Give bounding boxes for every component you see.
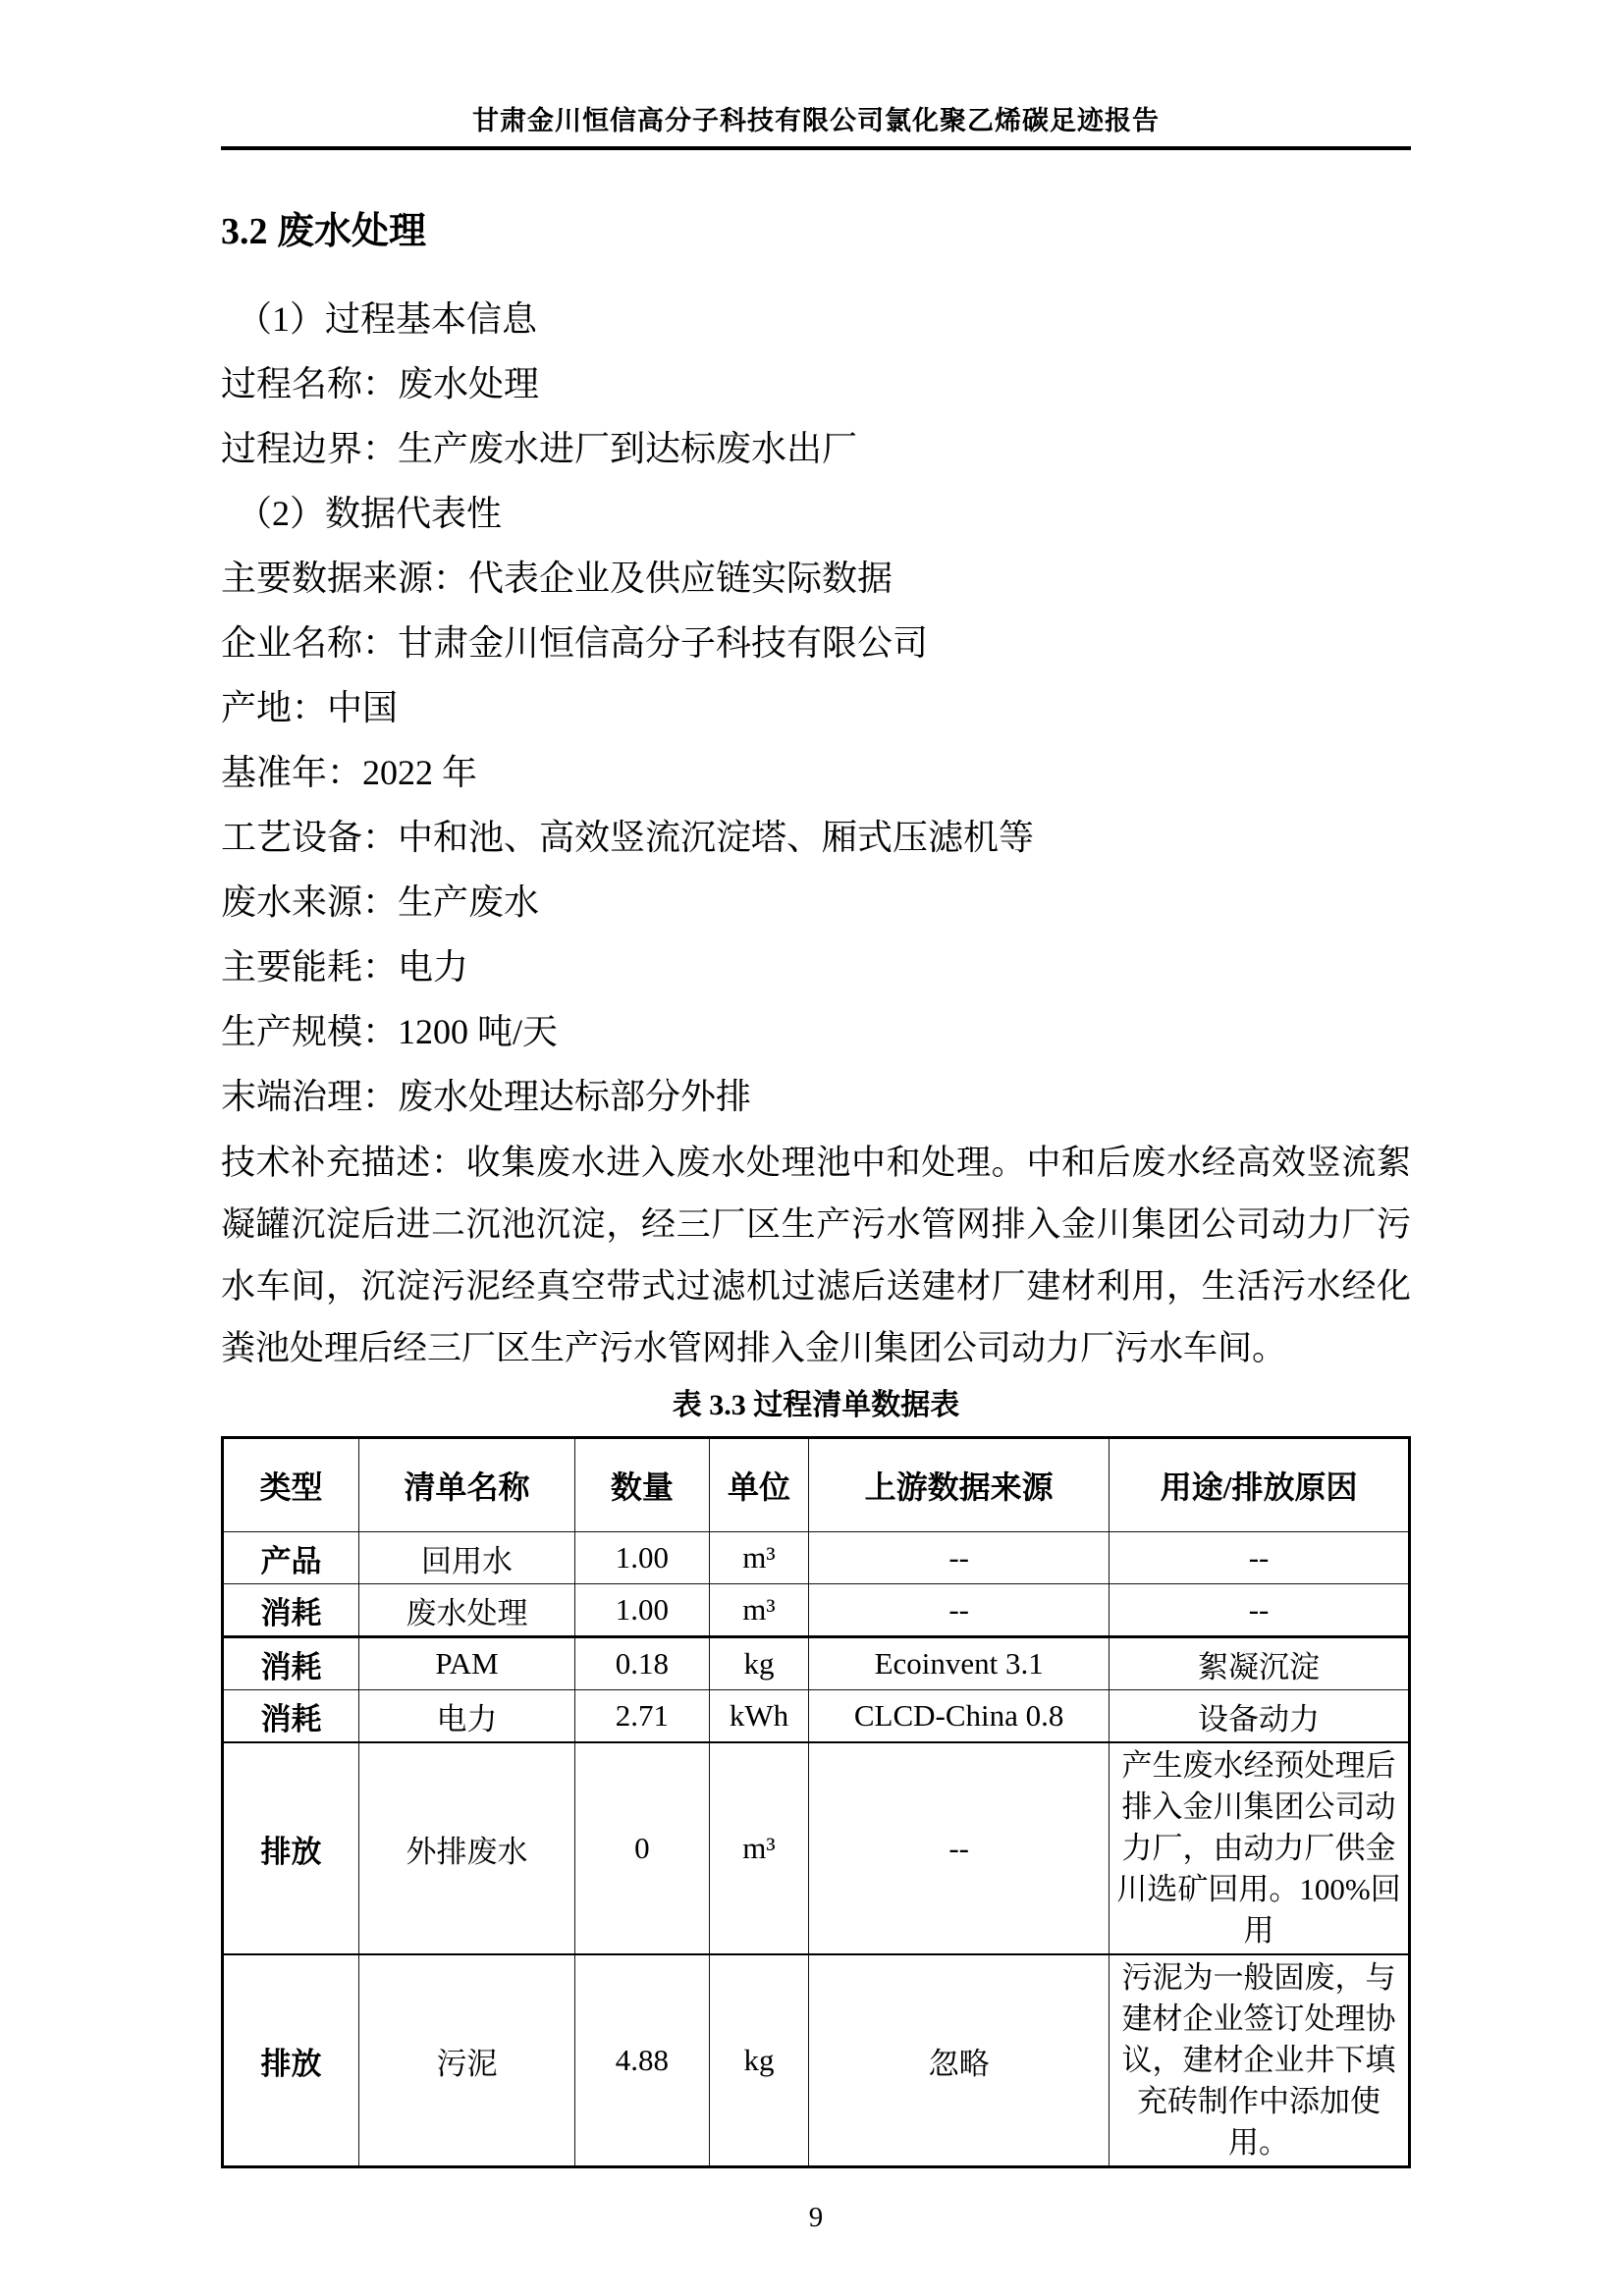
body-line-base-year: 基准年：2022 年 [221,752,478,792]
cell-use: 污泥为一般固废，与建材企业签订处理协议，建材企业井下填充砖制作中添加使用。 [1110,1954,1410,2167]
cell-unit: kg [709,1954,809,2167]
cell-use: 絮凝沉淀 [1110,1637,1410,1690]
cell-qty: 0.18 [575,1637,710,1690]
col-header-upstream-source: 上游数据来源 [809,1438,1110,1532]
cell-name: 外排废水 [359,1742,575,1954]
body-line-process-name: 过程名称：废水处理 [221,363,540,403]
table-row [223,1742,1410,1954]
cell-use: 设备动力 [1110,1690,1410,1743]
table-caption: 表 3.3 过程清单数据表 [672,1389,960,1421]
cell-type: 排放 [223,1954,359,2167]
cell-source: -- [809,1532,1110,1584]
col-header-inventory-name: 清单名称 [359,1438,575,1532]
body-line-company-name: 企业名称：甘肃金川恒信高分子科技有限公司 [221,622,929,663]
table-row [223,1584,1410,1637]
body-line-process-equipment: 工艺设备：中和池、高效竖流沉淀塔、厢式压滤机等 [221,817,1035,857]
col-header-type: 类型 [223,1438,359,1532]
cell-qty: 1.00 [575,1532,710,1584]
table-row [223,1637,1410,1690]
header-rule [221,146,1411,150]
page-number: 9 [808,2202,824,2233]
cell-unit: kWh [709,1690,809,1743]
body-line-origin: 产地：中国 [221,687,399,727]
cell-unit: m³ [709,1532,809,1584]
body-line-wastewater-source: 废水来源：生产废水 [221,881,540,922]
cell-use: -- [1110,1532,1410,1584]
cell-name: 废水处理 [359,1584,575,1637]
cell-name: 回用水 [359,1532,575,1584]
table-header-row [223,1438,1410,1532]
body-line-main-data-source: 主要数据来源：代表企业及供应链实际数据 [221,558,893,598]
body-line-end-treatment: 末端治理：废水处理达标部分外排 [221,1076,752,1116]
cell-qty: 0 [575,1742,710,1954]
cell-source: -- [809,1584,1110,1637]
cell-unit: kg [709,1637,809,1690]
cell-use: -- [1110,1584,1410,1637]
cell-qty: 4.88 [575,1954,710,2167]
section-title: 3.2 废水处理 [221,211,427,252]
cell-source: Ecoinvent 3.1 [809,1637,1110,1690]
cell-name: PAM [359,1637,575,1690]
cell-name: 污泥 [359,1954,575,2167]
cell-use: 产生废水经预处理后排入金川集团公司动力厂，由动力厂供金川选矿回用。100%回用 [1110,1742,1410,1954]
cell-type: 消耗 [223,1637,359,1690]
col-header-quantity: 数量 [575,1438,710,1532]
body-line-production-scale: 生产规模：1200 吨/天 [221,1011,559,1051]
cell-unit: m³ [709,1584,809,1637]
cell-type: 消耗 [223,1584,359,1637]
table-row [223,1954,1410,2167]
table-row [223,1690,1410,1743]
body-line-main-energy: 主要能耗：电力 [221,946,469,987]
cell-source: 忽略 [809,1954,1110,2167]
cell-source: CLCD-China 0.8 [809,1690,1110,1743]
cell-qty: 1.00 [575,1584,710,1637]
col-header-use-reason: 用途/排放原因 [1110,1438,1410,1532]
cell-type: 产品 [223,1532,359,1584]
body-line-process-basic-info: （1）过程基本信息 [237,298,538,339]
cell-type: 消耗 [223,1690,359,1743]
body-line-process-boundary: 过程边界：生产废水进厂到达标废水出厂 [221,428,858,468]
cell-source: -- [809,1742,1110,1954]
cell-unit: m³ [709,1742,809,1954]
cell-name: 电力 [359,1690,575,1743]
table-row [223,1532,1410,1584]
cell-type: 排放 [223,1742,359,1954]
cell-qty: 2.71 [575,1690,710,1743]
process-info-lines [221,284,1411,1126]
body-line-data-representativeness: （2）数据代表性 [237,493,503,533]
technical-description-paragraph: 技术补充描述：收集废水进入废水处理池中和处理。中和后废水经高效竖流絮凝罐沉淀后进二沉池沉淀，经三厂区生产污水管网排入金川集团公司动力厂污水车间，沉淀污泥经真空带式过滤机过滤后送建材厂建材利用，生活污水经化粪池处理后经三厂区生产污水管网排入金川集团公司动力厂污水车间。 [221,1144,1411,1367]
process-inventory-table [221,1436,1411,2168]
col-header-unit: 单位 [709,1438,809,1532]
running-header: 甘肃金川恒信高分子科技有限公司氯化聚乙烯碳足迹报告 [472,106,1160,135]
